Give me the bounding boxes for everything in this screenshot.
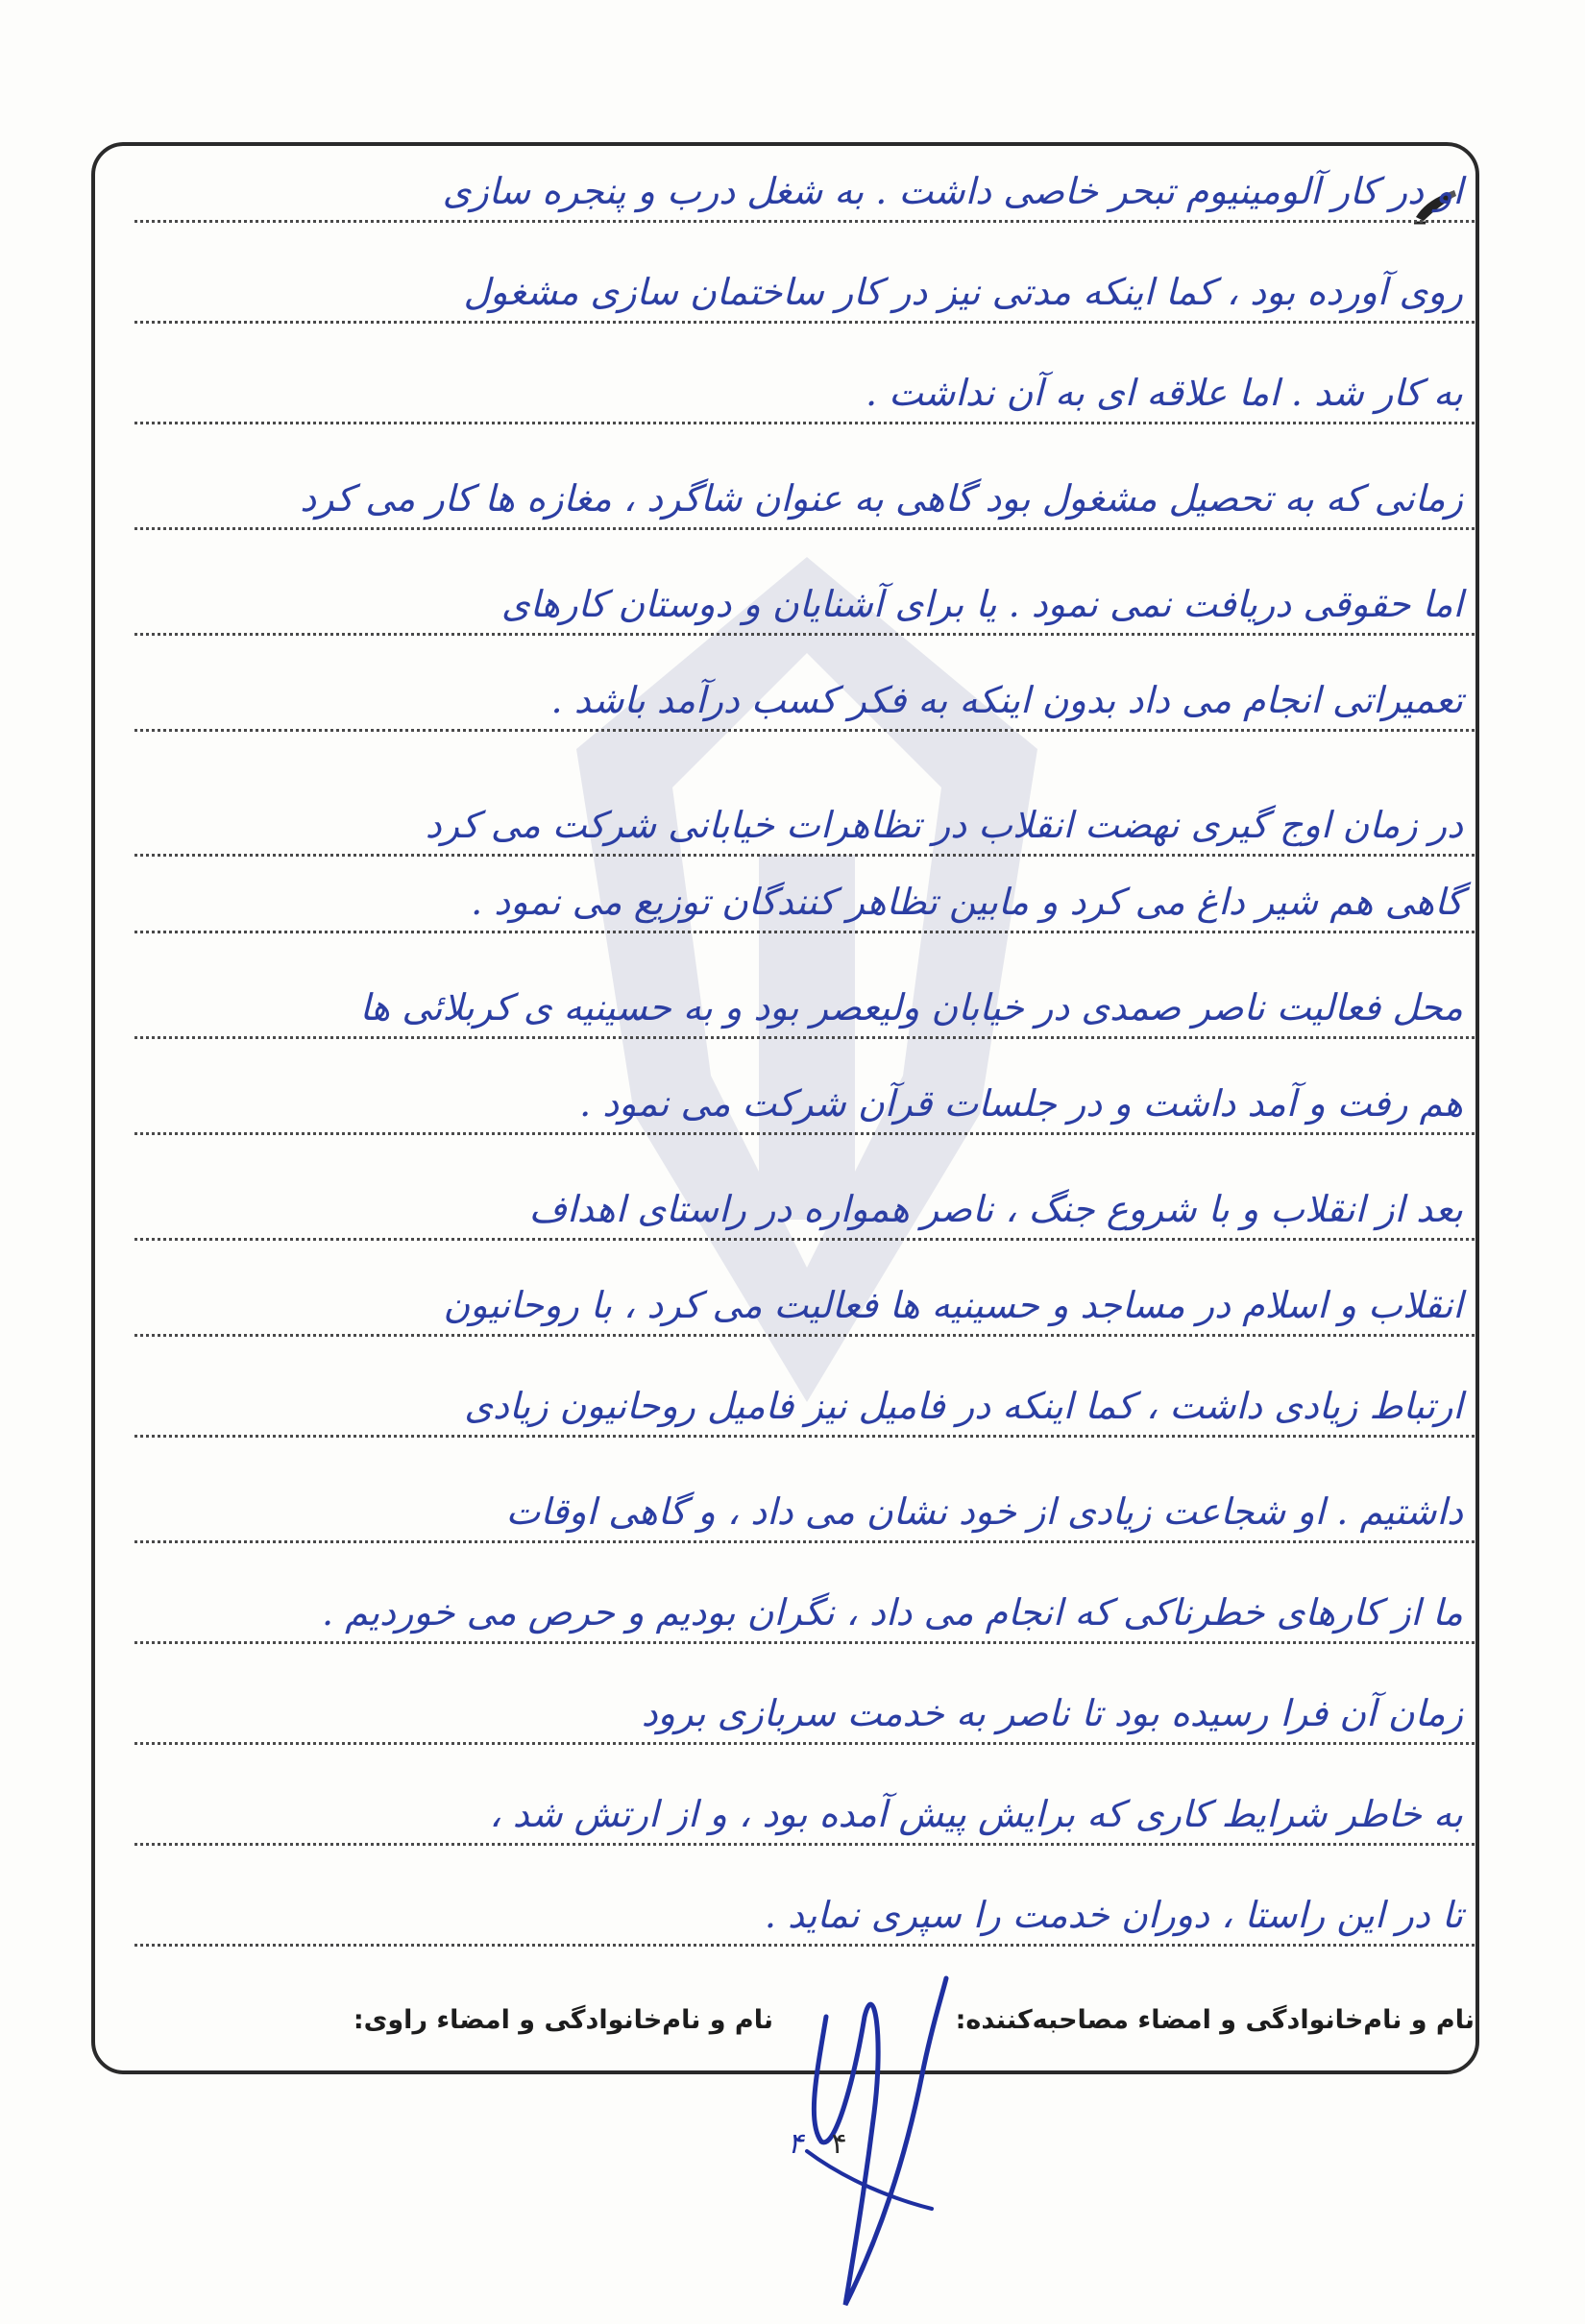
text-line	[134, 643, 1475, 732]
text-line	[134, 1349, 1475, 1438]
line-text: بعد از انقلاب و با شروع جنگ ، ناصر همواره در راستای اهداف	[528, 1188, 1463, 1230]
text-line	[134, 235, 1475, 324]
text-line	[134, 951, 1475, 1039]
text-line	[134, 1757, 1475, 1846]
line-text: زمانی که به تحصیل مشغول بود گاهی به عنوان شاگرد ، مغازه ها کار می کرد	[300, 477, 1463, 520]
narrator-signature-label: نام و نام‌خانوادگی و امضاء راوی:	[353, 2005, 773, 2035]
line-text: ما از کارهای خطرناکی که انجام می داد ، نگران بودیم و حرص می خوردیم .	[322, 1591, 1463, 1634]
text-line	[134, 1152, 1475, 1241]
line-text: تعمیراتی انجام می داد بدون اینکه به فکر کسب درآمد باشد .	[550, 679, 1463, 721]
text-line	[134, 1455, 1475, 1543]
text-line	[134, 1657, 1475, 1745]
text-line	[134, 547, 1475, 636]
text-line	[134, 1858, 1475, 1947]
line-text: به خاطر شرایط کاری که برایش پیش آمده بود ، و از ارتش شد ،	[489, 1793, 1463, 1835]
page-number	[788, 2127, 847, 2161]
interviewer-signature-label: نام و نام‌خانوادگی و امضاء مصاحبه‌کننده:	[955, 2005, 1475, 2035]
line-text: او در کار آلومینیوم تبحر خاصی داشت . به شغل درب و پنجره سازی	[442, 170, 1463, 212]
line-text: تا در این راستا ، دوران خدمت را سپری نماید .	[764, 1894, 1463, 1936]
line-text: هم رفت و آمد داشت و در جلسات قرآن شرکت می نمود .	[579, 1082, 1463, 1125]
line-text: گاهی هم شیر داغ می کرد و مابین تظاهر کنندگان توزیع می نمود .	[471, 881, 1463, 923]
text-line	[134, 1248, 1475, 1337]
text-line	[134, 134, 1475, 223]
page-number-printed: ۴	[831, 2127, 847, 2161]
line-text: ارتباط زیادی داشت ، کما اینکه در فامیل نیز فامیل روحانیون زیادی	[464, 1385, 1463, 1427]
text-line	[134, 1047, 1475, 1135]
line-text: محل فعالیت ناصر صمدی در خیابان ولیعصر بود و به حسینیه ی کربلائی ها	[359, 986, 1463, 1029]
text-line	[134, 1556, 1475, 1644]
page-number-handwritten: ۴	[788, 2127, 804, 2161]
line-text: در زمان اوج گیری نهضت انقلاب در تظاهرات خیابانی شرکت می کرد	[425, 804, 1463, 846]
text-line	[134, 442, 1475, 530]
line-text: انقلاب و اسلام در مساجد و حسینیه ها فعالیت می کرد ، با روحانیون	[443, 1284, 1463, 1326]
line-text: اما حقوقی دریافت نمی نمود . یا برای آشنایان و دوستان کارهای	[500, 583, 1463, 625]
line-text: زمان آن فرا رسیده بود تا ناصر به خدمت سربازی برود	[641, 1692, 1463, 1734]
text-line	[134, 768, 1475, 857]
text-line	[134, 336, 1475, 424]
line-text: به کار شد . اما علاقه ای به آن نداشت .	[865, 372, 1463, 414]
text-line	[134, 845, 1475, 933]
line-text: روی آورده بود ، کما اینکه مدتی نیز در کار ساختمان سازی مشغول	[463, 271, 1463, 313]
line-text: داشتیم . او شجاعت زیادی از خود نشان می داد ، و گاهی اوقات	[505, 1490, 1463, 1533]
